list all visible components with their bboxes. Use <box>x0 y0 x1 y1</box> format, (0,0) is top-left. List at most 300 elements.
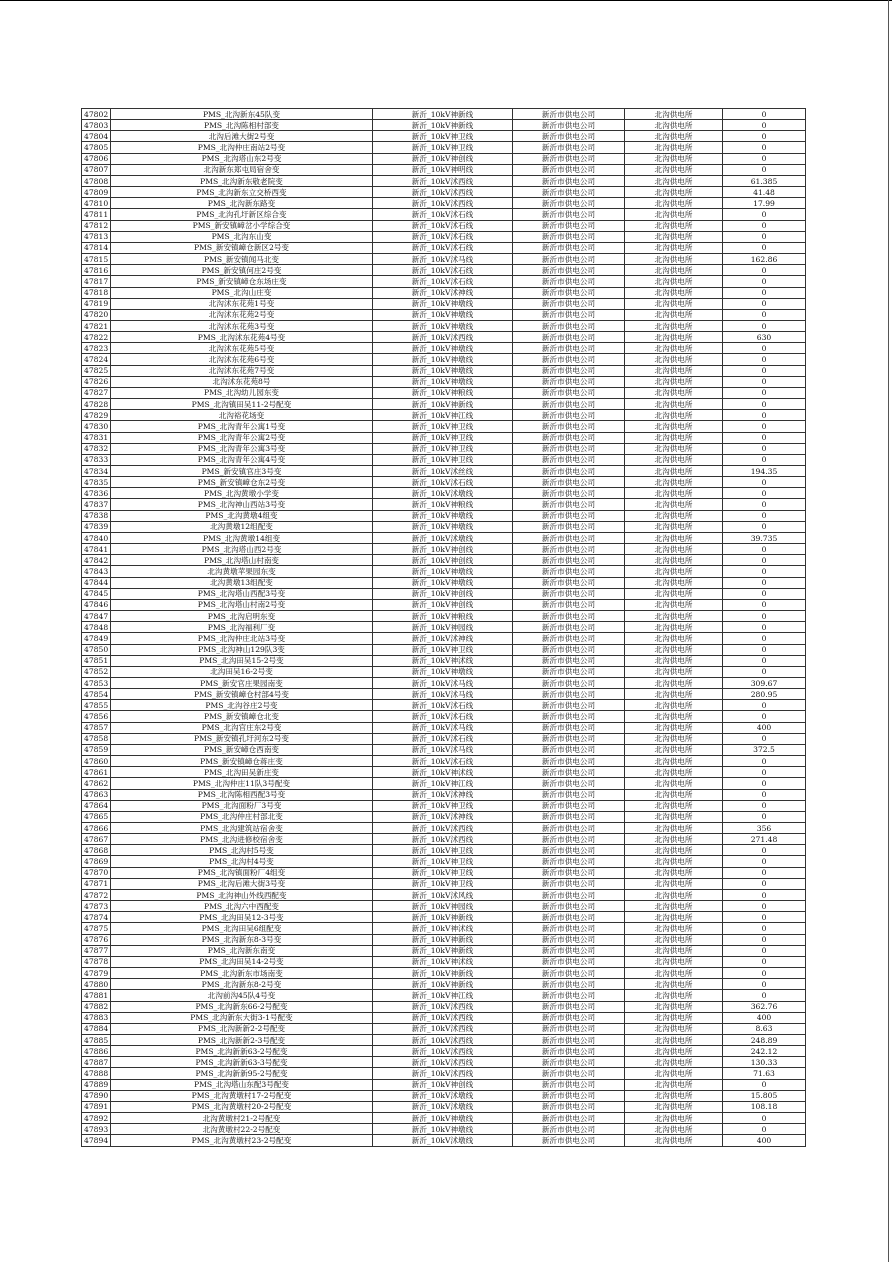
table-row <box>82 934 806 945</box>
feeder-line-cell: 新沂_10kV神新线 <box>373 979 513 990</box>
table-row <box>82 343 806 354</box>
value-cell: 0 <box>723 990 806 1001</box>
table-row <box>82 198 806 209</box>
feeder-line-cell: 新沂_10kV神墩线 <box>373 309 513 320</box>
table-row <box>82 131 806 142</box>
feeder-line-cell: 新沂_10kV神卫线 <box>373 131 513 142</box>
value-cell: 271.48 <box>723 834 806 845</box>
station-cell: 北沟供电所 <box>625 577 723 588</box>
feeder-line-cell: 新沂_10kV神沭线 <box>373 956 513 967</box>
company-cell: 新沂市供电公司 <box>513 187 625 198</box>
value-cell: 0 <box>723 298 806 309</box>
station-cell: 北沟供电所 <box>625 756 723 767</box>
station-cell: 北沟供电所 <box>625 767 723 778</box>
table-row <box>82 555 806 566</box>
company-cell: 新沂市供电公司 <box>513 744 625 755</box>
company-cell: 新沂市供电公司 <box>513 410 625 421</box>
company-cell: 新沂市供电公司 <box>513 633 625 644</box>
transformer-name-cell: PMS_新安镇嶂仓东2号变 <box>111 477 373 488</box>
table-row <box>82 901 806 912</box>
table-row <box>82 521 806 532</box>
station-cell: 北沟供电所 <box>625 488 723 499</box>
value-cell: 0 <box>723 979 806 990</box>
value-cell: 356 <box>723 823 806 834</box>
row-id-cell: 47870 <box>82 867 111 878</box>
transformer-name-cell: PMS_北沟仲庄村部北变 <box>111 811 373 822</box>
row-id-cell: 47882 <box>82 1001 111 1012</box>
station-cell: 北沟供电所 <box>625 164 723 175</box>
table-row <box>82 633 806 644</box>
table-row <box>82 242 806 253</box>
table-row <box>82 823 806 834</box>
transformer-name-cell: PMS_北沟黄墩4组变 <box>111 510 373 521</box>
value-cell: 0 <box>723 410 806 421</box>
transformer-name-cell: PMS_新安镇嶂仓蒋庄变 <box>111 756 373 767</box>
station-cell: 北沟供电所 <box>625 744 723 755</box>
row-id-cell: 47810 <box>82 198 111 209</box>
table-row <box>82 510 806 521</box>
station-cell: 北沟供电所 <box>625 1012 723 1023</box>
table-row <box>82 320 806 331</box>
transformer-name-cell: 北沟黄墩村21-2号配变 <box>111 1113 373 1124</box>
row-id-cell: 47865 <box>82 811 111 822</box>
table-row <box>82 800 806 811</box>
company-cell: 新沂市供电公司 <box>513 555 625 566</box>
station-cell: 北沟供电所 <box>625 1124 723 1135</box>
station-cell: 北沟供电所 <box>625 599 723 610</box>
company-cell: 新沂市供电公司 <box>513 265 625 276</box>
transformer-name-cell: PMS_北沟黄墩村20-2号配变 <box>111 1101 373 1112</box>
row-id-cell: 47891 <box>82 1101 111 1112</box>
transformer-name-cell: PMS_北沟进修校宿舍变 <box>111 834 373 845</box>
company-cell: 新沂市供电公司 <box>513 1113 625 1124</box>
value-cell: 0 <box>723 588 806 599</box>
station-cell: 北沟供电所 <box>625 1079 723 1090</box>
company-cell: 新沂市供电公司 <box>513 477 625 488</box>
row-id-cell: 47864 <box>82 800 111 811</box>
table-row <box>82 778 806 789</box>
row-id-cell: 47807 <box>82 164 111 175</box>
feeder-line-cell: 新沂_10kV神江线 <box>373 410 513 421</box>
table-row <box>82 454 806 465</box>
value-cell: 0 <box>723 711 806 722</box>
value-cell: 0 <box>723 1113 806 1124</box>
transformer-name-cell: 北沟田吴16-2号变 <box>111 666 373 677</box>
feeder-line-cell: 新沂_10kV沭西线 <box>373 1012 513 1023</box>
station-cell: 北沟供电所 <box>625 644 723 655</box>
company-cell: 新沂市供电公司 <box>513 153 625 164</box>
company-cell: 新沂市供电公司 <box>513 120 625 131</box>
transformer-name-cell: PMS_北沟神山外线西配变 <box>111 889 373 900</box>
row-id-cell: 47805 <box>82 142 111 153</box>
feeder-line-cell: 新沂_10kV神墩线 <box>373 510 513 521</box>
table-row <box>82 209 806 220</box>
transformer-name-cell: PMS_新安镇嶂仓村部4号变 <box>111 689 373 700</box>
row-id-cell: 47868 <box>82 845 111 856</box>
company-cell: 新沂市供电公司 <box>513 376 625 387</box>
value-cell: 0 <box>723 399 806 410</box>
feeder-line-cell: 新沂_10kV沭丝线 <box>373 466 513 477</box>
transformer-name-cell: PMS_北沟田吴新庄变 <box>111 767 373 778</box>
transformer-name-cell: PMS_北沟新东45队变 <box>111 109 373 120</box>
row-id-cell: 47861 <box>82 767 111 778</box>
feeder-line-cell: 新沂_10kV沭墩线 <box>373 532 513 543</box>
company-cell: 新沂市供电公司 <box>513 198 625 209</box>
company-cell: 新沂市供电公司 <box>513 1135 625 1146</box>
company-cell: 新沂市供电公司 <box>513 588 625 599</box>
company-cell: 新沂市供电公司 <box>513 823 625 834</box>
value-cell: 0 <box>723 700 806 711</box>
feeder-line-cell: 新沂_10kV神创线 <box>373 599 513 610</box>
table-row <box>82 611 806 622</box>
station-cell: 北沟供电所 <box>625 655 723 666</box>
company-cell: 新沂市供电公司 <box>513 666 625 677</box>
table-row <box>82 109 806 120</box>
company-cell: 新沂市供电公司 <box>513 956 625 967</box>
row-id-cell: 47820 <box>82 309 111 320</box>
station-cell: 北沟供电所 <box>625 309 723 320</box>
value-cell: 61.385 <box>723 175 806 186</box>
value-cell: 194.35 <box>723 466 806 477</box>
table-row <box>82 399 806 410</box>
row-id-cell: 47813 <box>82 231 111 242</box>
table-row <box>82 990 806 1001</box>
value-cell: 41.48 <box>723 187 806 198</box>
row-id-cell: 47888 <box>82 1068 111 1079</box>
transformer-name-cell: PMS_北沟幼儿园东变 <box>111 387 373 398</box>
value-cell: 0 <box>723 432 806 443</box>
company-cell: 新沂市供电公司 <box>513 767 625 778</box>
station-cell: 北沟供电所 <box>625 499 723 510</box>
row-id-cell: 47816 <box>82 265 111 276</box>
station-cell: 北沟供电所 <box>625 1135 723 1146</box>
feeder-line-cell: 新沂_10kV沭西线 <box>373 187 513 198</box>
value-cell: 362.76 <box>723 1001 806 1012</box>
table-row <box>82 365 806 376</box>
transformer-name-cell: PMS_新安镇何庄2号变 <box>111 265 373 276</box>
company-cell: 新沂市供电公司 <box>513 343 625 354</box>
feeder-line-cell: 新沂_10kV沭墩线 <box>373 1090 513 1101</box>
table-row <box>82 354 806 365</box>
station-cell: 北沟供电所 <box>625 399 723 410</box>
company-cell: 新沂市供电公司 <box>513 622 625 633</box>
station-cell: 北沟供电所 <box>625 1068 723 1079</box>
table-row <box>82 309 806 320</box>
row-id-cell: 47856 <box>82 711 111 722</box>
row-id-cell: 47869 <box>82 856 111 867</box>
company-cell: 新沂市供电公司 <box>513 1034 625 1045</box>
table-row <box>82 187 806 198</box>
transformer-name-cell: 北沟黄墩苹果园东变 <box>111 566 373 577</box>
company-cell: 新沂市供电公司 <box>513 834 625 845</box>
transformer-name-cell: PMS_北沟新东66-2号配变 <box>111 1001 373 1012</box>
station-cell: 北沟供电所 <box>625 733 723 744</box>
transformer-table <box>81 108 806 1147</box>
feeder-line-cell: 新沂_10kV神墩线 <box>373 577 513 588</box>
transformer-name-cell: PMS_北沟村4号变 <box>111 856 373 867</box>
transformer-name-cell: PMS_北沟青年公寓4号变 <box>111 454 373 465</box>
feeder-line-cell: 新沂_10kV沭马线 <box>373 677 513 688</box>
station-cell: 北沟供电所 <box>625 856 723 867</box>
value-cell: 0 <box>723 387 806 398</box>
transformer-name-cell: PMS_北沟神山129队3变 <box>111 644 373 655</box>
transformer-name-cell: PMS_北沟山庄变 <box>111 287 373 298</box>
company-cell: 新沂市供电公司 <box>513 332 625 343</box>
table-row <box>82 1023 806 1034</box>
company-cell: 新沂市供电公司 <box>513 878 625 889</box>
station-cell: 北沟供电所 <box>625 421 723 432</box>
table-row <box>82 923 806 934</box>
value-cell: 0 <box>723 153 806 164</box>
transformer-name-cell: PMS_北沟塔山村南变 <box>111 555 373 566</box>
station-cell: 北沟供电所 <box>625 298 723 309</box>
station-cell: 北沟供电所 <box>625 187 723 198</box>
station-cell: 北沟供电所 <box>625 834 723 845</box>
table-row <box>82 265 806 276</box>
table-row <box>82 443 806 454</box>
table-row <box>82 276 806 287</box>
row-id-cell: 47878 <box>82 956 111 967</box>
value-cell: 248.89 <box>723 1034 806 1045</box>
transformer-name-cell: PMS_新安镇孔圩河东2号变 <box>111 733 373 744</box>
feeder-line-cell: 新沂_10kV沭石线 <box>373 242 513 253</box>
transformer-name-cell: PMS_北沟镇田吴11-2号配变 <box>111 399 373 410</box>
company-cell: 新沂市供电公司 <box>513 1079 625 1090</box>
feeder-line-cell: 新沂_10kV神墩线 <box>373 298 513 309</box>
row-id-cell: 47831 <box>82 432 111 443</box>
value-cell: 0 <box>723 142 806 153</box>
transformer-name-cell: PMS_新安镇闻马北变 <box>111 254 373 265</box>
transformer-name-cell: 北沟沭东花苑6号变 <box>111 354 373 365</box>
table-row <box>82 789 806 800</box>
table-row <box>82 1113 806 1124</box>
feeder-line-cell: 新沂_10kV神新线 <box>373 120 513 131</box>
transformer-name-cell: PMS_北沟面粉厂3号变 <box>111 800 373 811</box>
station-cell: 北沟供电所 <box>625 343 723 354</box>
station-cell: 北沟供电所 <box>625 666 723 677</box>
station-cell: 北沟供电所 <box>625 410 723 421</box>
feeder-line-cell: 新沂_10kV沭西线 <box>373 1023 513 1034</box>
transformer-name-cell: PMS_北沟沭东花苑4号变 <box>111 332 373 343</box>
transformer-name-cell: PMS_北沟后滩大街3号变 <box>111 878 373 889</box>
company-cell: 新沂市供电公司 <box>513 1124 625 1135</box>
table-row <box>82 566 806 577</box>
company-cell: 新沂市供电公司 <box>513 789 625 800</box>
value-cell: 0 <box>723 555 806 566</box>
feeder-line-cell: 新沂_10kV沭神线 <box>373 811 513 822</box>
station-cell: 北沟供电所 <box>625 242 723 253</box>
value-cell: 0 <box>723 756 806 767</box>
row-id-cell: 47845 <box>82 588 111 599</box>
transformer-name-cell: 北沟黄墩13组配变 <box>111 577 373 588</box>
row-id-cell: 47894 <box>82 1135 111 1146</box>
row-id-cell: 47857 <box>82 722 111 733</box>
row-id-cell: 47859 <box>82 744 111 755</box>
feeder-line-cell: 新沂_10kV沭石线 <box>373 209 513 220</box>
value-cell: 130.33 <box>723 1057 806 1068</box>
table-row <box>82 1135 806 1146</box>
row-id-cell: 47842 <box>82 555 111 566</box>
value-cell: 0 <box>723 923 806 934</box>
station-cell: 北沟供电所 <box>625 901 723 912</box>
feeder-line-cell: 新沂_10kV神创线 <box>373 555 513 566</box>
transformer-name-cell: PMS_北沟谷庄2号变 <box>111 700 373 711</box>
feeder-line-cell: 新沂_10kV神墩线 <box>373 666 513 677</box>
table-row <box>82 1124 806 1135</box>
feeder-line-cell: 新沂_10kV神卫线 <box>373 644 513 655</box>
table-row <box>82 376 806 387</box>
row-id-cell: 47884 <box>82 1023 111 1034</box>
station-cell: 北沟供电所 <box>625 387 723 398</box>
row-id-cell: 47824 <box>82 354 111 365</box>
feeder-line-cell: 新沂_10kV神创线 <box>373 544 513 555</box>
table-row <box>82 622 806 633</box>
row-id-cell: 47811 <box>82 209 111 220</box>
value-cell: 0 <box>723 599 806 610</box>
feeder-line-cell: 新沂_10kV神墩线 <box>373 354 513 365</box>
feeder-line-cell: 新沂_10kV沭石线 <box>373 220 513 231</box>
station-cell: 北沟供电所 <box>625 800 723 811</box>
value-cell: 0 <box>723 209 806 220</box>
row-id-cell: 47877 <box>82 945 111 956</box>
feeder-line-cell: 新沂_10kV神新线 <box>373 934 513 945</box>
row-id-cell: 47828 <box>82 399 111 410</box>
company-cell: 新沂市供电公司 <box>513 923 625 934</box>
row-id-cell: 47873 <box>82 901 111 912</box>
station-cell: 北沟供电所 <box>625 320 723 331</box>
company-cell: 新沂市供电公司 <box>513 700 625 711</box>
row-id-cell: 47804 <box>82 131 111 142</box>
transformer-name-cell: PMS_北沟新东市场南变 <box>111 968 373 979</box>
table-row <box>82 220 806 231</box>
table-row <box>82 1057 806 1068</box>
feeder-line-cell: 新沂_10kV神明线 <box>373 164 513 175</box>
feeder-line-cell: 新沂_10kV神卫线 <box>373 454 513 465</box>
feeder-line-cell: 新沂_10kV沭风线 <box>373 889 513 900</box>
company-cell: 新沂市供电公司 <box>513 320 625 331</box>
company-cell: 新沂市供电公司 <box>513 354 625 365</box>
row-id-cell: 47822 <box>82 332 111 343</box>
company-cell: 新沂市供电公司 <box>513 577 625 588</box>
feeder-line-cell: 新沂_10kV神新线 <box>373 109 513 120</box>
transformer-name-cell: 北沟裕花场变 <box>111 410 373 421</box>
company-cell: 新沂市供电公司 <box>513 309 625 320</box>
company-cell: 新沂市供电公司 <box>513 599 625 610</box>
transformer-name-cell: PMS_北沟田吴6组配变 <box>111 923 373 934</box>
row-id-cell: 47833 <box>82 454 111 465</box>
station-cell: 北沟供电所 <box>625 365 723 376</box>
feeder-line-cell: 新沂_10kV沭石线 <box>373 265 513 276</box>
transformer-name-cell: PMS_新安嶂仓西南变 <box>111 744 373 755</box>
table-row <box>82 1090 806 1101</box>
row-id-cell: 47818 <box>82 287 111 298</box>
row-id-cell: 47867 <box>82 834 111 845</box>
table-row <box>82 644 806 655</box>
transformer-name-cell: PMS_北沟青年公寓2号变 <box>111 432 373 443</box>
value-cell: 0 <box>723 845 806 856</box>
value-cell: 0 <box>723 633 806 644</box>
value-cell: 0 <box>723 733 806 744</box>
transformer-name-cell: PMS_北沟新东8-2号变 <box>111 979 373 990</box>
value-cell: 108.18 <box>723 1101 806 1112</box>
value-cell: 0 <box>723 566 806 577</box>
transformer-name-cell: PMS_北沟新新2-3号配变 <box>111 1034 373 1045</box>
feeder-line-cell: 新沂_10kV沭西线 <box>373 175 513 186</box>
company-cell: 新沂市供电公司 <box>513 109 625 120</box>
value-cell: 0 <box>723 109 806 120</box>
transformer-name-cell: PMS_北沟田吴15-2号变 <box>111 655 373 666</box>
feeder-line-cell: 新沂_10kV沭马线 <box>373 722 513 733</box>
feeder-line-cell: 新沂_10kV沭马线 <box>373 689 513 700</box>
row-id-cell: 47879 <box>82 968 111 979</box>
company-cell: 新沂市供电公司 <box>513 242 625 253</box>
company-cell: 新沂市供电公司 <box>513 287 625 298</box>
table-row <box>82 153 806 164</box>
station-cell: 北沟供电所 <box>625 878 723 889</box>
row-id-cell: 47825 <box>82 365 111 376</box>
station-cell: 北沟供电所 <box>625 175 723 186</box>
row-id-cell: 47815 <box>82 254 111 265</box>
feeder-line-cell: 新沂_10kV神创线 <box>373 1079 513 1090</box>
value-cell: 8.63 <box>723 1023 806 1034</box>
station-cell: 北沟供电所 <box>625 254 723 265</box>
feeder-line-cell: 新沂_10kV沭神线 <box>373 789 513 800</box>
feeder-line-cell: 新沂_10kV神卫线 <box>373 867 513 878</box>
company-cell: 新沂市供电公司 <box>513 901 625 912</box>
station-cell: 北沟供电所 <box>625 1113 723 1124</box>
row-id-cell: 47860 <box>82 756 111 767</box>
transformer-name-cell: 北沟黄墩村22-2号配变 <box>111 1124 373 1135</box>
table-row <box>82 689 806 700</box>
company-cell: 新沂市供电公司 <box>513 254 625 265</box>
table-row <box>82 1101 806 1112</box>
value-cell: 0 <box>723 499 806 510</box>
value-cell: 0 <box>723 934 806 945</box>
table-row <box>82 432 806 443</box>
table-row <box>82 968 806 979</box>
feeder-line-cell: 新沂_10kV沭马线 <box>373 744 513 755</box>
company-cell: 新沂市供电公司 <box>513 711 625 722</box>
station-cell: 北沟供电所 <box>625 867 723 878</box>
company-cell: 新沂市供电公司 <box>513 1012 625 1023</box>
feeder-line-cell: 新沂_10kV沭西线 <box>373 332 513 343</box>
row-id-cell: 47851 <box>82 655 111 666</box>
company-cell: 新沂市供电公司 <box>513 644 625 655</box>
station-cell: 北沟供电所 <box>625 220 723 231</box>
station-cell: 北沟供电所 <box>625 209 723 220</box>
table-row <box>82 655 806 666</box>
value-cell: 0 <box>723 778 806 789</box>
company-cell: 新沂市供电公司 <box>513 298 625 309</box>
row-id-cell: 47852 <box>82 666 111 677</box>
feeder-line-cell: 新沂_10kV神墩线 <box>373 365 513 376</box>
row-id-cell: 47890 <box>82 1090 111 1101</box>
transformer-name-cell: PMS_新安镇官庄3号变 <box>111 466 373 477</box>
value-cell: 400 <box>723 1135 806 1146</box>
transformer-name-cell: PMS_北沟仲庄11队3号配变 <box>111 778 373 789</box>
table-row <box>82 410 806 421</box>
transformer-name-cell: 北沟沭东花苑8号 <box>111 376 373 387</box>
table-row <box>82 767 806 778</box>
row-id-cell: 47863 <box>82 789 111 800</box>
station-cell: 北沟供电所 <box>625 700 723 711</box>
transformer-name-cell: PMS_新安镇嶂仓北变 <box>111 711 373 722</box>
feeder-line-cell: 新沂_10kV沭西线 <box>373 834 513 845</box>
value-cell: 0 <box>723 811 806 822</box>
transformer-name-cell: PMS_北沟陈相西配3号变 <box>111 789 373 800</box>
station-cell: 北沟供电所 <box>625 443 723 454</box>
station-cell: 北沟供电所 <box>625 979 723 990</box>
